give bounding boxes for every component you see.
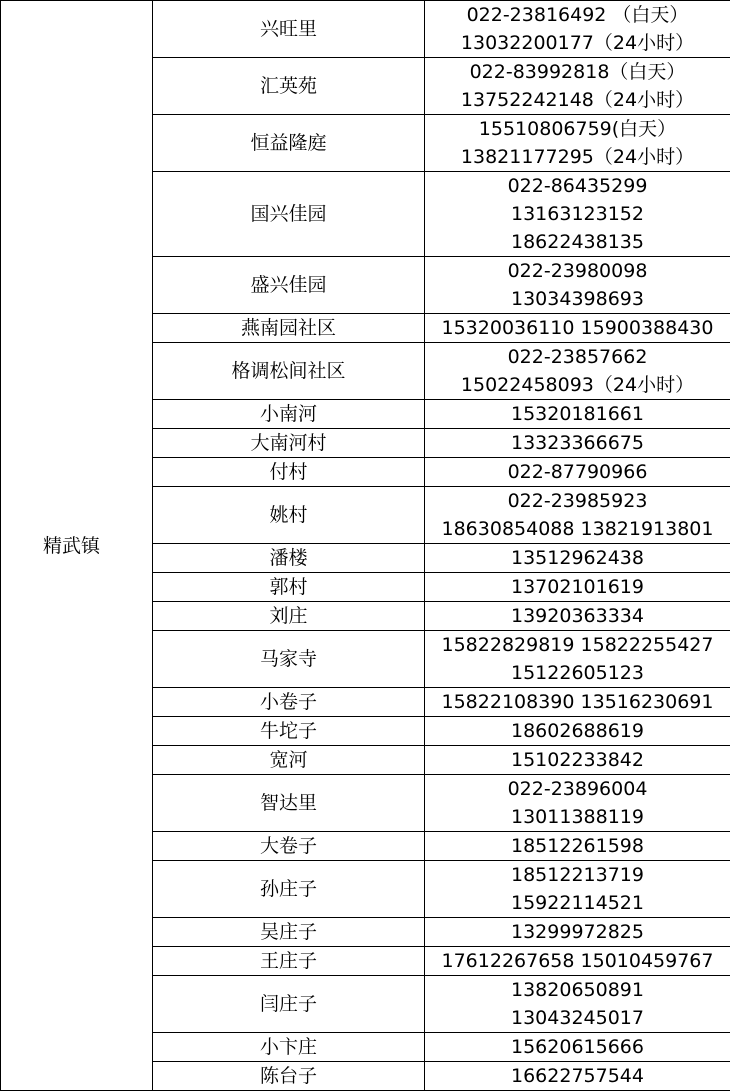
phone-cell — [425, 631, 730, 688]
community-name-cell: 智达里 — [153, 775, 425, 832]
phone-number: 18602688619 — [425, 717, 730, 745]
community-name-cell: 付村 — [153, 458, 425, 487]
community-name-cell: 小南河 — [153, 400, 425, 429]
phone-number: 15822829819 15822255427 — [425, 631, 730, 659]
contact-table-body — [1, 1, 730, 1091]
community-name-cell: 国兴佳园 — [153, 172, 425, 257]
phone-number: 13752242148（24小时） — [425, 86, 730, 114]
phone-number: 13163123152 — [425, 200, 730, 228]
phone-number: 022-23857662 — [425, 343, 730, 371]
community-name-cell: 姚村 — [153, 487, 425, 544]
community-name-cell: 汇英苑 — [153, 58, 425, 115]
phone-cell — [425, 775, 730, 832]
phone-number: 13011388119 — [425, 803, 730, 831]
phone-number: 13920363334 — [425, 602, 730, 630]
phone-cell — [425, 1033, 730, 1062]
phone-number: 022-23896004 — [425, 775, 730, 803]
town-name-cell: 精武镇 — [1, 1, 153, 1091]
phone-cell — [425, 947, 730, 976]
phone-cell — [425, 746, 730, 775]
phone-cell — [425, 1, 730, 58]
community-name-cell: 吴庄子 — [153, 918, 425, 947]
phone-cell — [425, 58, 730, 115]
phone-number: 13043245017 — [425, 1004, 730, 1032]
phone-number: 13323366675 — [425, 429, 730, 457]
phone-number: 15620615666 — [425, 1033, 730, 1061]
community-name-cell: 陈台子 — [153, 1062, 425, 1091]
phone-number: 17612267658 15010459767 — [425, 947, 730, 975]
phone-number: 15320181661 — [425, 400, 730, 428]
community-name-cell: 王庄子 — [153, 947, 425, 976]
phone-number: 13820650891 — [425, 976, 730, 1004]
phone-cell — [425, 918, 730, 947]
phone-number: 022-23985923 — [425, 487, 730, 515]
phone-number: 13299972825 — [425, 918, 730, 946]
phone-cell — [425, 400, 730, 429]
phone-cell — [425, 688, 730, 717]
community-name-cell: 格调松间社区 — [153, 343, 425, 400]
phone-number: 15922114521 — [425, 889, 730, 917]
phone-number: 022-87790966 — [425, 458, 730, 486]
phone-cell — [425, 1062, 730, 1091]
community-name-cell: 牛坨子 — [153, 717, 425, 746]
table-row — [1, 1, 730, 58]
phone-cell — [425, 343, 730, 400]
community-name-cell: 刘庄 — [153, 602, 425, 631]
phone-number: 13512962438 — [425, 544, 730, 572]
community-name-cell: 宽河 — [153, 746, 425, 775]
phone-cell — [425, 314, 730, 343]
phone-number: 18630854088 13821913801 — [425, 515, 730, 543]
phone-number: 18622438135 — [425, 228, 730, 256]
phone-cell — [425, 487, 730, 544]
community-name-cell: 闫庄子 — [153, 976, 425, 1033]
phone-number: 15510806759(白天） — [425, 115, 730, 143]
community-name-cell: 小卞庄 — [153, 1033, 425, 1062]
phone-cell — [425, 573, 730, 602]
community-name-cell: 大卷子 — [153, 832, 425, 861]
phone-cell — [425, 544, 730, 573]
phone-number: 022-83992818（白天） — [425, 58, 730, 86]
community-name-cell: 兴旺里 — [153, 1, 425, 58]
community-name-cell: 大南河村 — [153, 429, 425, 458]
phone-cell — [425, 172, 730, 257]
phone-number: 13702101619 — [425, 573, 730, 601]
phone-cell — [425, 602, 730, 631]
community-name-cell: 潘楼 — [153, 544, 425, 573]
phone-cell — [425, 429, 730, 458]
phone-number: 022-86435299 — [425, 172, 730, 200]
phone-cell — [425, 861, 730, 918]
phone-cell — [425, 832, 730, 861]
community-name-cell: 燕南园社区 — [153, 314, 425, 343]
community-name-cell: 孙庄子 — [153, 861, 425, 918]
phone-number: 15122605123 — [425, 659, 730, 687]
community-name-cell: 恒益隆庭 — [153, 115, 425, 172]
phone-number: 18512261598 — [425, 832, 730, 860]
phone-number: 13034398693 — [425, 285, 730, 313]
community-name-cell: 马家寺 — [153, 631, 425, 688]
phone-cell — [425, 115, 730, 172]
phone-number: 13032200177（24小时） — [425, 29, 730, 57]
phone-number: 16622757544 — [425, 1062, 730, 1090]
community-name-cell: 郭村 — [153, 573, 425, 602]
phone-number: 18512213719 — [425, 861, 730, 889]
phone-number: 022-23816492 （白天） — [425, 1, 730, 29]
phone-cell — [425, 257, 730, 314]
phone-number: 022-23980098 — [425, 257, 730, 285]
phone-cell — [425, 458, 730, 487]
phone-number: 15822108390 13516230691 — [425, 688, 730, 716]
phone-number: 15320036110 15900388430 — [425, 314, 730, 342]
phone-number: 13821177295（24小时） — [425, 143, 730, 171]
phone-number: 15102233842 — [425, 746, 730, 774]
phone-cell — [425, 976, 730, 1033]
phone-number: 15022458093（24小时） — [425, 371, 730, 399]
community-name-cell: 盛兴佳园 — [153, 257, 425, 314]
phone-cell — [425, 717, 730, 746]
community-name-cell: 小卷子 — [153, 688, 425, 717]
